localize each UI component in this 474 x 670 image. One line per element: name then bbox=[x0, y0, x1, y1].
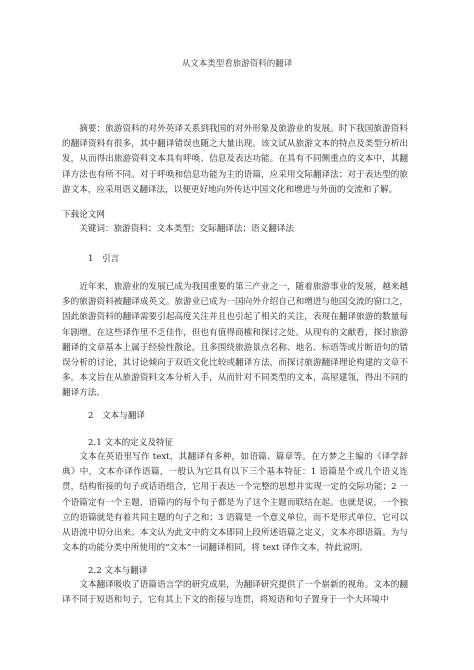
abstract-block bbox=[62, 122, 408, 198]
section-2-2-body bbox=[62, 578, 408, 608]
section-1-paragraph: 近年来，旅游业的发展已成为我国重要的第三产业之一，随着旅游事业的发展，越来越多的旅游资料被翻译成英文。旅游业已成为一国向外介绍自己和增进与他国交流的窗口之，因此旅游资料的翻译需要引起高度关注并且也引起了相关的关注，表现在翻译旅游的数量每年剧增。在这些译作里不乏佳作，但也有值得商榷和探讨之处。从现有的文献看，探讨旅游翻译的文章基本上属于经验性散论，且多围绕旅游景点名称、地名、标语等或片断语句的错误分析的讨论，其讨论倾向于双语文化比较或翻译方法，而探讨旅游翻译理论构建的文章不多。本文旨在从旅游资料文本分析入手，从而针对不同类型的文本，高屋建瓴，得出不同的翻译方法。 bbox=[62, 282, 408, 399]
section-2-2-paragraph: 文本翻译吸收了语篇语言学的研究成果，为翻译研究提供了一个崭新的视角。文本的翻译不同于短语和句子，它有其上下文的衔接与连贯，将短语和句子置身于一个大环境中 bbox=[62, 580, 408, 606]
section-2-1-heading: 2.1 文本的定义及特征 bbox=[88, 438, 174, 448]
keywords-line: 关键词：旅游资料；文本类型；交际翻译法；语义翻译法 bbox=[79, 224, 295, 234]
document-title: 从文本类型看旅游资料的翻译 bbox=[181, 59, 293, 69]
download-link[interactable]: 下载论文网 bbox=[62, 210, 105, 220]
section-2-2-heading: 2.2 文本与翻译 bbox=[88, 566, 148, 576]
section-2-1-body bbox=[62, 450, 408, 556]
keywords-block bbox=[62, 222, 408, 237]
section-1-heading: 1 引言 bbox=[88, 254, 120, 264]
section-2-1-paragraph: 文本在英语里写作 text，其翻译有多种，如语篇、篇章等。在方梦之主编的《译学辞典》中，文本亦译作语篇，一般认为它具有以下三个基本特征：1 语篇是个或几个语义连贯，结构衔接的句子或话语组合，它用于表达一个完整的思想并实现一定的交际功能；2 一个语篇定有一个主题，语篇内的每个句子都是为了这个主题而联结在起。也就是说，一个独立的语篇就是有着共同主题的句子之和；3 语篇是一个意义单位，而不是形式单位，它可以从语流中切分出来。本文认为此文中的文本即同上段所述语篇之定义，文本亦即语篇。为与文本的功能分类中所使用的“文本”一词翻译相同，将 text 译作文本，特此说明。 bbox=[62, 452, 408, 554]
abstract-paragraph: 摘要：旅游资料的对外英译关系到我国的对外形象及旅游业的发展。时下我国旅游资料的翻译资料有很多，其中翻译错误也随之大量出现。该文试从旅游文本的特点及类型分析出发，从而得出旅游资料文本具有呼唤、信息及表达功能。在具有不同侧重点的文本中，其翻译方法也有所不同。对于呼唤和信息功能为主的语篇，应采用交际翻译法；对于表达型的旅游文本，应采用语义翻译法，以便更好地向外传达中国文化和增进与外面的交流和了解。 bbox=[62, 124, 408, 195]
section-2-heading: 2 文本与翻译 bbox=[88, 411, 146, 421]
section-1-body bbox=[62, 280, 408, 402]
